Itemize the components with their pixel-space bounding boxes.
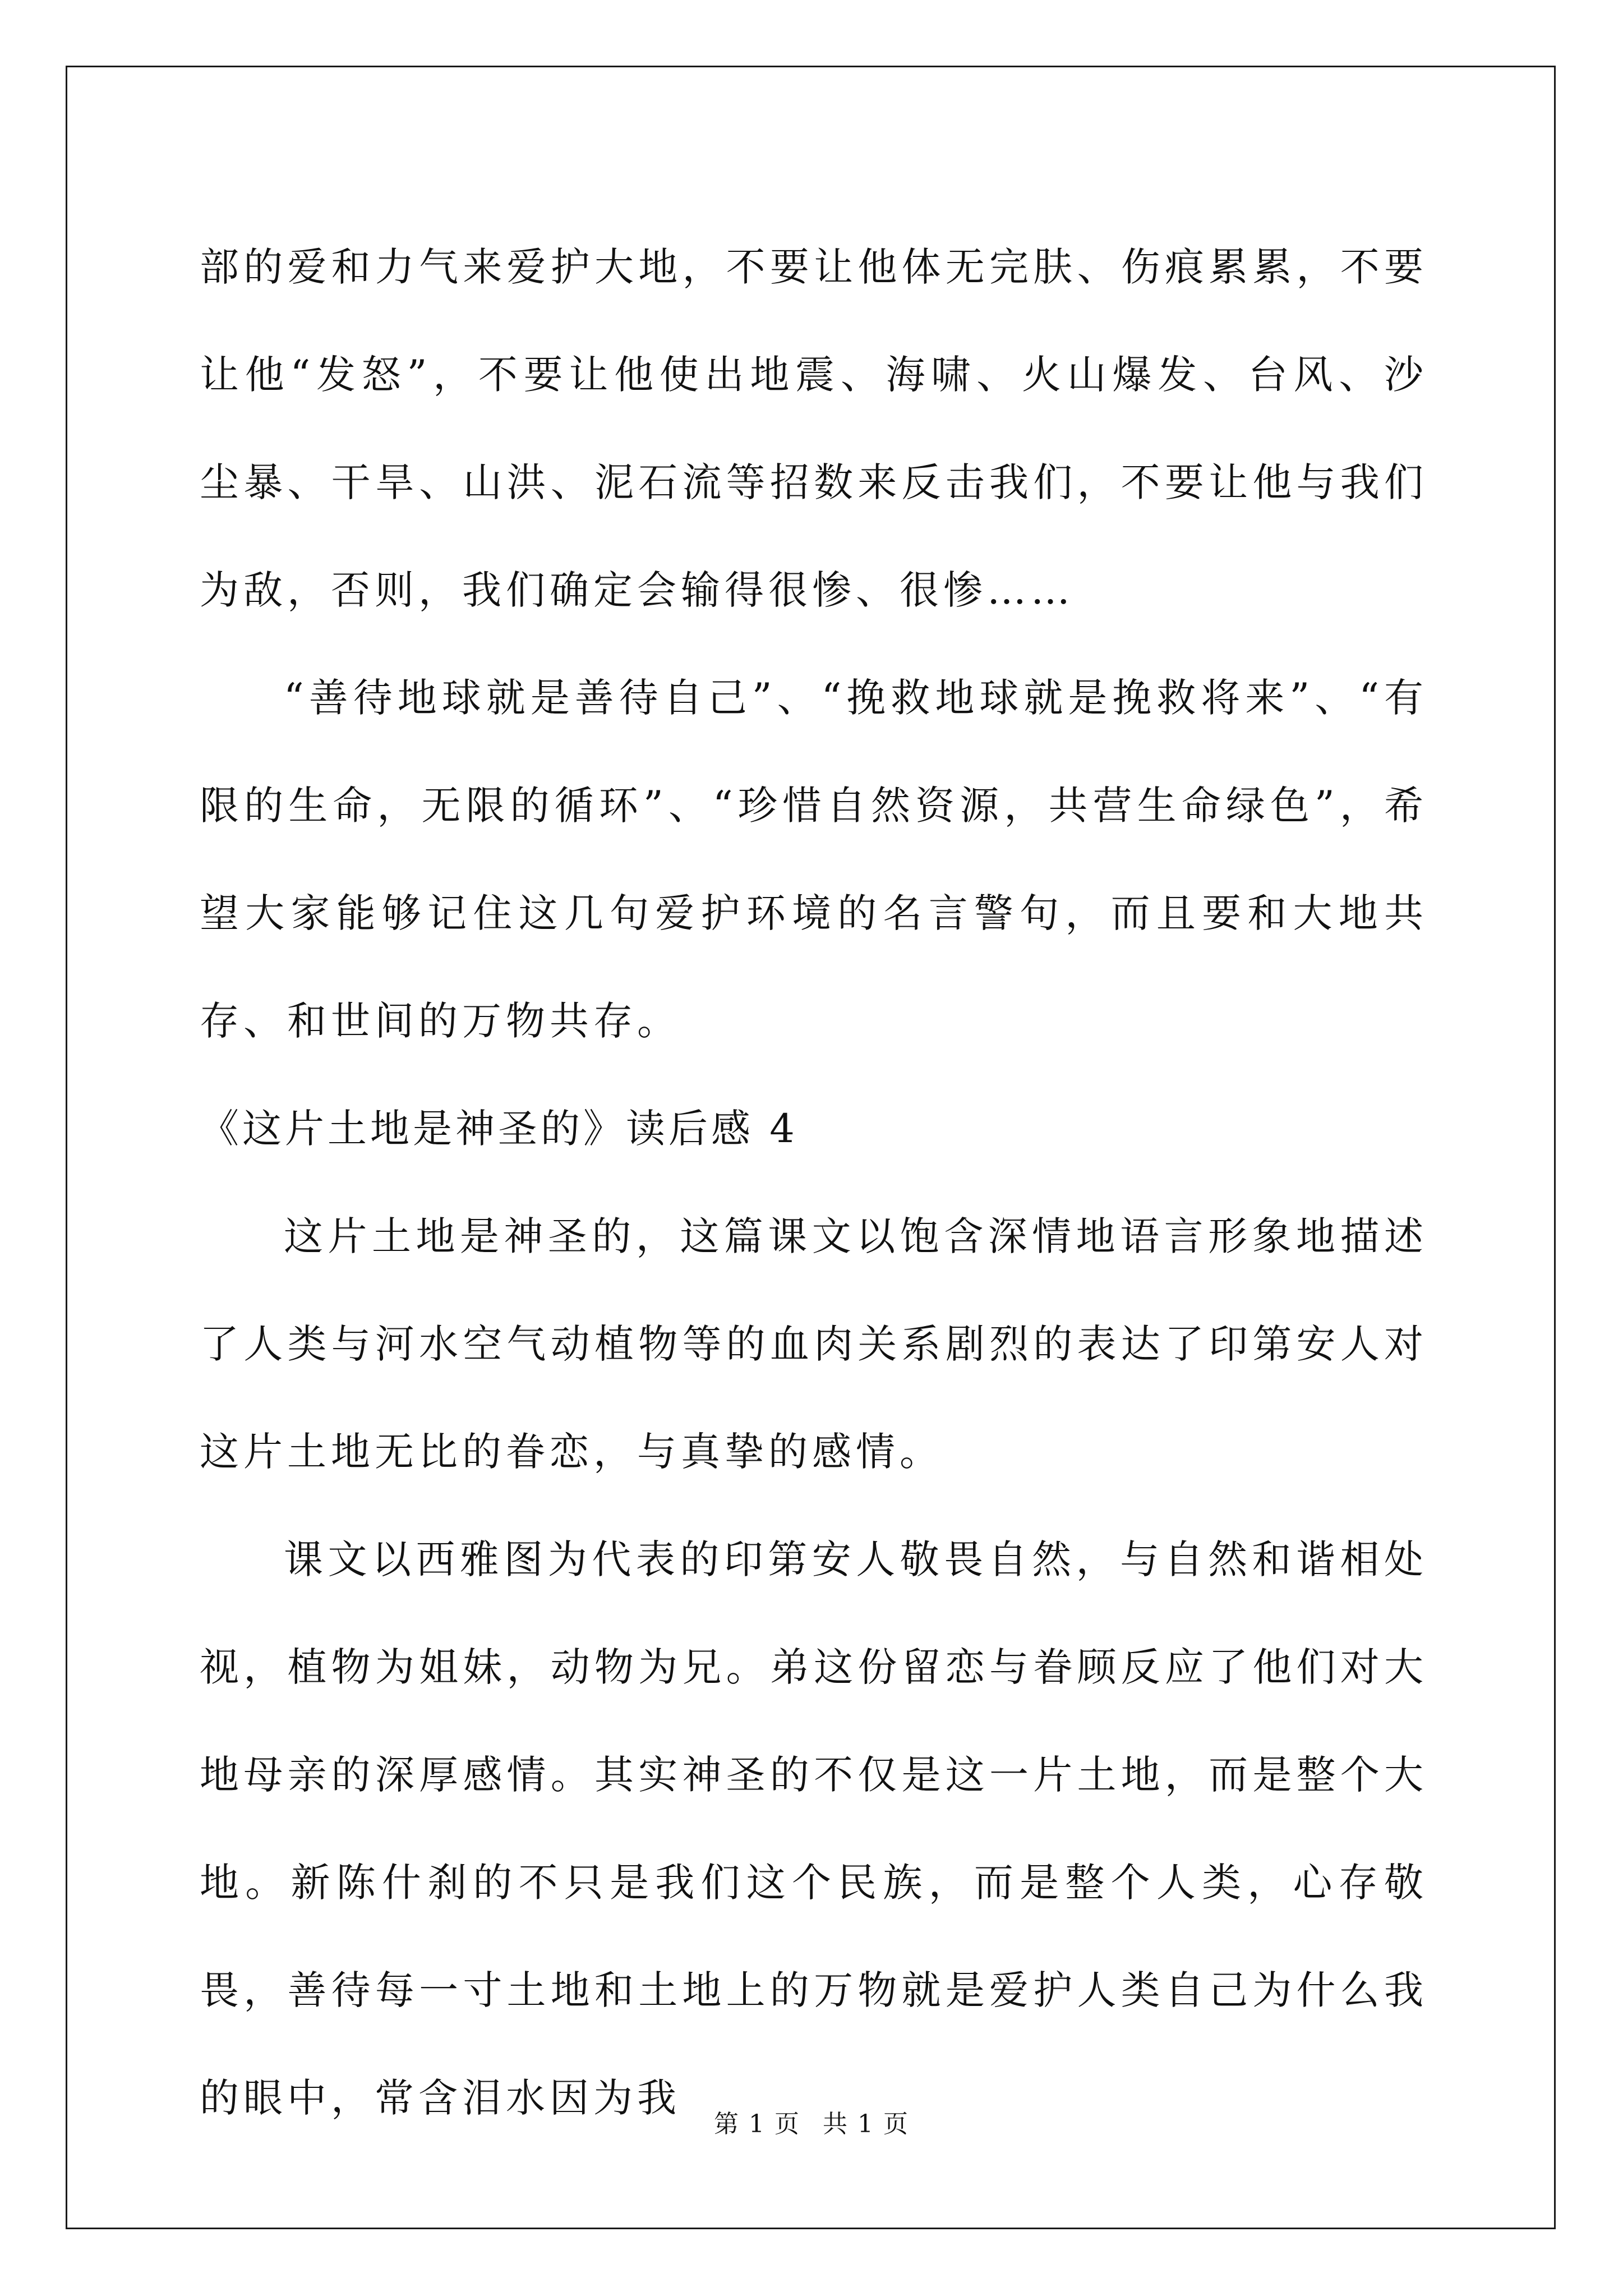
section-paragraph-1: 这片土地是神圣的，这篇课文以饱含深情地语言形象地描述了人类与河水空气动植物等的血肉关系剧烈的表达了印第安人对这片土地无比的眷恋，与真挚的感情。 — [200, 1213, 1428, 1475]
section-title: 《这片土地是神圣的》读后感 4 — [200, 1106, 798, 1152]
section-paragraph-2: 课文以西雅图为代表的印第安人敬畏自然，与自然和谐相处视，植物为姐妹，动物为兄。弟这份留恋与眷顾反应了他们对大地母亲的深厚感情。其实神圣的不仅是这一片土地，而是整个大地。新陈什刹的不只是我们这个民族，而是整个人类，心存敬畏，善待每一寸土地和土地上的万物就是爱护人类自己为什么我的眼中，常含泪水因为我 — [200, 1536, 1428, 2121]
paragraph-1: 部的爱和力气来爱护大地，不要让他体无完肤、伤痕累累，不要让他“发怒”，不要让他使出地震、海啸、火山爆发、台风、沙尘暴、干旱、山洪、泥石流等招数来反击我们，不要让他与我们为敌，否则，我们确定会输得很惨、很惨…… — [200, 244, 1428, 613]
document-body — [200, 213, 1428, 2152]
page-number: 第 1 页 — [714, 2110, 800, 2138]
paragraph-2: “善待地球就是善待自己”、“挽救地球就是挽救将来”、“有限的生命，无限的循环”、“珍惜自然资源，共营生命绿色”，希望大家能够记住这几句爱护环境的名言警句，而且要和大地共存、和世间的万物共存。 — [200, 675, 1428, 1044]
page-total: 共 1 页 — [823, 2110, 909, 2138]
page-footer — [0, 2104, 1623, 2139]
